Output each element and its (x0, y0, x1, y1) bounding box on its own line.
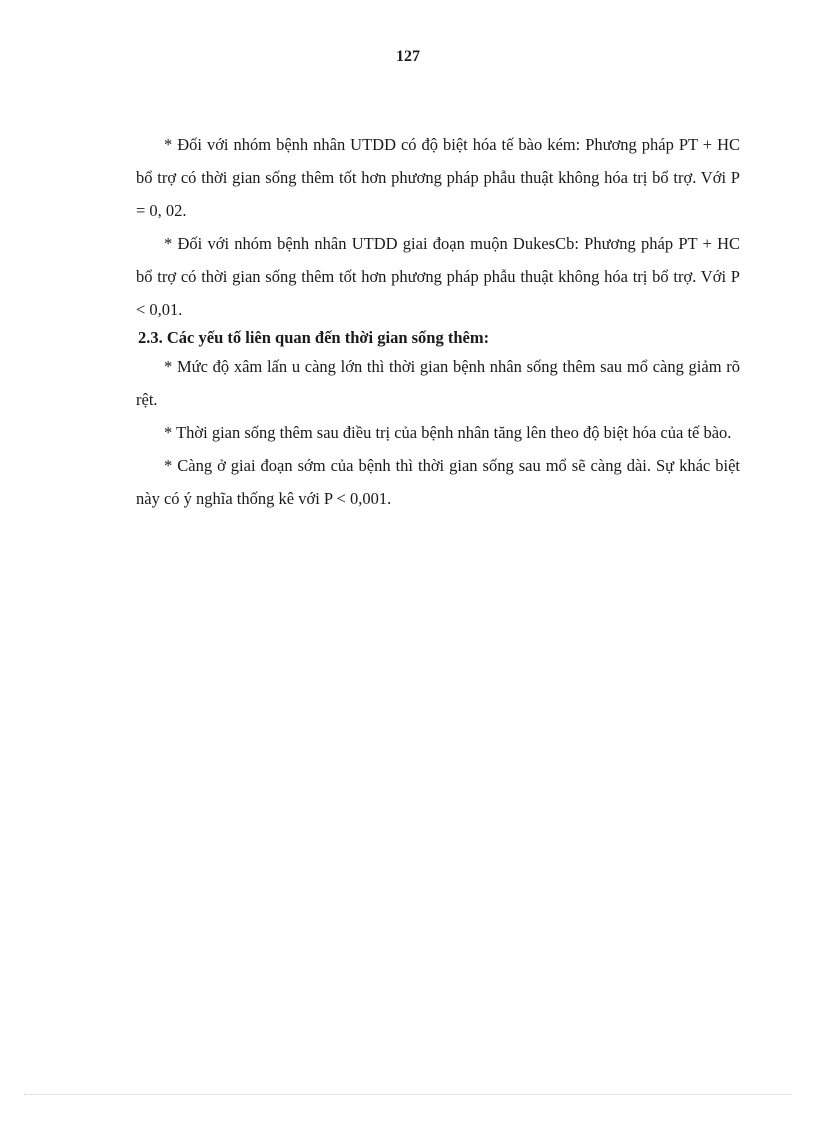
section-heading: 2.3. Các yếu tố liên quan đến thời gian sống thêm: (138, 328, 490, 347)
page-number: 127 (396, 48, 420, 65)
paragraph-poor-differentiation: * Đối với nhóm bệnh nhân UTDD có độ biệt hóa tế bào kém: Phương pháp PT + HC bổ trợ có thời gian sống thêm tốt hơn phương pháp phẫu thuật không hóa trị bổ trợ. Với P = 0, 02. (136, 135, 740, 220)
page-bottom-divider (24, 1094, 792, 1095)
paragraph-invasion: * Mức độ xâm lấn u càng lớn thì thời gian bệnh nhân sống thêm sau mổ càng giảm rõ rệt. (136, 357, 740, 409)
document-body (136, 128, 740, 515)
paragraph-differentiation: * Thời gian sống thêm sau điều trị của bệnh nhân tăng lên theo độ biệt hóa của tế bào. (164, 423, 732, 442)
paragraph-early-stage: * Càng ở giai đoạn sớm của bệnh thì thời gian sống sau mổ sẽ càng dài. Sự khác biệt này có ý nghĩa thống kê với P < 0,001. (136, 456, 740, 508)
paragraph-late-stage: * Đối với nhóm bệnh nhân UTDD giai đoạn muộn DukesCb: Phương pháp PT + HC bổ trợ có thời gian sống thêm tốt hơn phương pháp phẫu thuật không hóa trị bổ trợ. Với P < 0,01. (136, 234, 740, 319)
